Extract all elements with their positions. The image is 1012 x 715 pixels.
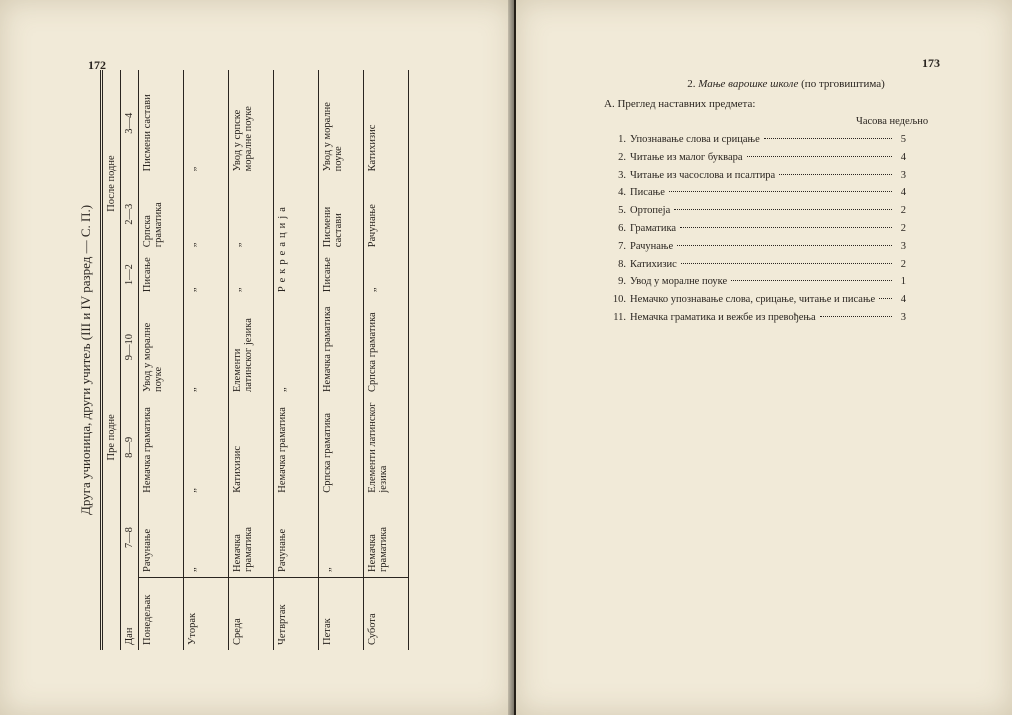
list-item <box>606 205 906 223</box>
item-hours: 4 <box>900 294 906 306</box>
table-row <box>319 70 364 650</box>
dot-leader <box>747 156 892 157</box>
heading-italic: Мање варошке школе <box>698 78 799 90</box>
table-cell: Немачка граматика <box>229 498 274 578</box>
item-number: 10. <box>612 294 626 306</box>
item-label: Читање из малог буквара <box>630 151 743 163</box>
day-cell: Четвртак <box>274 578 319 651</box>
list-item <box>606 276 906 294</box>
table-cell: „ <box>184 397 229 498</box>
item-number: 2. <box>618 151 626 163</box>
dot-leader <box>681 263 892 264</box>
item-hours: 4 <box>900 187 906 199</box>
table-cell: Немачка граматика <box>274 397 319 498</box>
item-hours: 3 <box>900 311 906 323</box>
table-cell: Катихизис <box>229 397 274 498</box>
item-hours: 1 <box>900 276 906 288</box>
table-cell: Српска граматика <box>319 397 364 498</box>
item-number: 11. <box>613 311 626 323</box>
item-number: 9. <box>618 276 626 288</box>
table-cell: Писмени састави <box>319 176 364 252</box>
dot-leader <box>669 191 892 192</box>
item-hours: 5 <box>900 134 906 145</box>
item-number: 3. <box>618 169 626 181</box>
table-cell: „ <box>274 297 319 397</box>
table-row <box>184 70 229 650</box>
item-label: Читање из часослова и псалтира <box>630 169 776 181</box>
col-header: 1—2 <box>121 252 139 297</box>
table-cell: Српска граматика <box>364 297 409 397</box>
day-cell: Субота <box>364 578 409 651</box>
col-header: 3—4 <box>121 70 139 176</box>
item-label: Граматика <box>630 222 677 234</box>
item-number: 4. <box>618 187 626 199</box>
day-cell: Среда <box>229 578 274 651</box>
item-number: 5. <box>618 205 626 217</box>
table-cell: Увод у моралне поуке <box>319 70 364 176</box>
table-cell: „ <box>229 176 274 252</box>
table-cell: „ <box>319 498 364 578</box>
table-cell: Увод у српске моралне поуке <box>229 70 274 176</box>
item-label: Ортопеја <box>630 205 671 217</box>
table-cell: Писмени састави <box>139 70 184 176</box>
page-number-right: 173 <box>922 56 940 70</box>
schedule-rotated <box>78 70 458 650</box>
dot-leader <box>677 245 892 246</box>
table-cell: Писање <box>319 252 364 297</box>
col-header-day: Дан <box>121 578 139 651</box>
item-hours: 2 <box>900 205 906 217</box>
page-number-left: 172 <box>88 58 106 72</box>
list-item <box>606 259 906 277</box>
group-header-morning: Пре подне <box>102 297 121 577</box>
list-item <box>606 170 906 188</box>
group-header-afternoon: После подне <box>102 70 121 297</box>
table-cell: Елементи латинског језика <box>229 297 274 397</box>
subject-list <box>606 134 906 330</box>
table-cell: Рачунање <box>139 498 184 578</box>
hours-column-label: Часова недељно <box>856 116 929 127</box>
col-header: 7—8 <box>121 498 139 578</box>
table-cell: „ <box>364 252 409 297</box>
table-cell: „ <box>184 70 229 176</box>
schedule-table <box>100 70 409 650</box>
table-cell: Рачунање <box>274 498 319 578</box>
item-label: Немачка граматика и вежбе из превођења <box>630 311 816 323</box>
table-row <box>274 70 319 650</box>
schedule-title: Друга учионица, други учитељ (III и IV разред — С. П.) <box>78 204 93 516</box>
item-label: Увод у моралне поуке <box>630 276 728 288</box>
right-page <box>516 0 1012 715</box>
list-item <box>606 294 906 312</box>
list-item <box>606 223 906 241</box>
table-group-header <box>102 70 121 650</box>
dot-leader <box>680 227 892 228</box>
table-cell: Писање <box>139 252 184 297</box>
item-hours: 3 <box>900 169 906 181</box>
table-cell: Немачка граматика <box>364 498 409 578</box>
recreation-cell: Рекреација <box>274 70 319 297</box>
table-cell: Немачка граматика <box>319 297 364 397</box>
item-number: 1. <box>618 134 626 145</box>
table-cell: Елементи латинског језика <box>364 397 409 498</box>
item-label: Писање <box>630 187 665 199</box>
table-cell: „ <box>184 252 229 297</box>
table-row <box>229 70 274 650</box>
dot-leader <box>820 316 892 317</box>
table-header-row <box>121 70 139 650</box>
subsection-title: А. Преглед наставних предмета: <box>604 98 756 110</box>
table-cell: „ <box>229 252 274 297</box>
list-item <box>606 152 906 170</box>
table-row <box>364 70 409 650</box>
dot-leader <box>731 280 892 281</box>
item-hours: 2 <box>900 222 906 234</box>
table-cell: Немачка граматика <box>139 397 184 498</box>
dot-leader <box>764 138 892 139</box>
item-number: 7. <box>618 240 626 252</box>
table-cell: Увод у моралне поуке <box>139 297 184 397</box>
table-cell: Рачунање <box>364 176 409 252</box>
col-header: 2—3 <box>121 176 139 252</box>
item-hours: 2 <box>900 258 906 270</box>
col-header: 9—10 <box>121 297 139 397</box>
header-spacer <box>102 578 121 651</box>
item-number: 8. <box>618 258 626 270</box>
table-cell: „ <box>184 498 229 578</box>
heading-number: 2. <box>687 78 696 90</box>
list-item <box>606 187 906 205</box>
item-label: Упознавање слова и срицање <box>630 134 760 145</box>
table-cell: „ <box>184 297 229 397</box>
section-heading <box>656 78 916 90</box>
list-item <box>606 312 906 330</box>
item-label: Катихизис <box>630 258 677 270</box>
table-cell: „ <box>184 176 229 252</box>
day-cell: Петак <box>319 578 364 651</box>
item-hours: 3 <box>900 240 906 252</box>
table-cell: Катихизис <box>364 70 409 176</box>
dot-leader <box>879 298 892 299</box>
list-item <box>606 241 906 259</box>
item-hours: 4 <box>900 151 906 163</box>
day-cell: Уторак <box>184 578 229 651</box>
item-number: 6. <box>618 222 626 234</box>
item-label: Рачунање <box>630 240 674 252</box>
dot-leader <box>674 209 892 210</box>
list-item <box>606 134 906 152</box>
col-header: 8—9 <box>121 397 139 498</box>
day-cell: Понедељак <box>139 578 184 651</box>
table-cell: Српска граматика <box>139 176 184 252</box>
item-label: Немачко упознавање слова, срицање, читање и писање <box>630 294 876 306</box>
table-row <box>139 70 184 650</box>
dot-leader <box>779 174 892 175</box>
heading-suffix: (по трговиштима) <box>801 78 885 90</box>
